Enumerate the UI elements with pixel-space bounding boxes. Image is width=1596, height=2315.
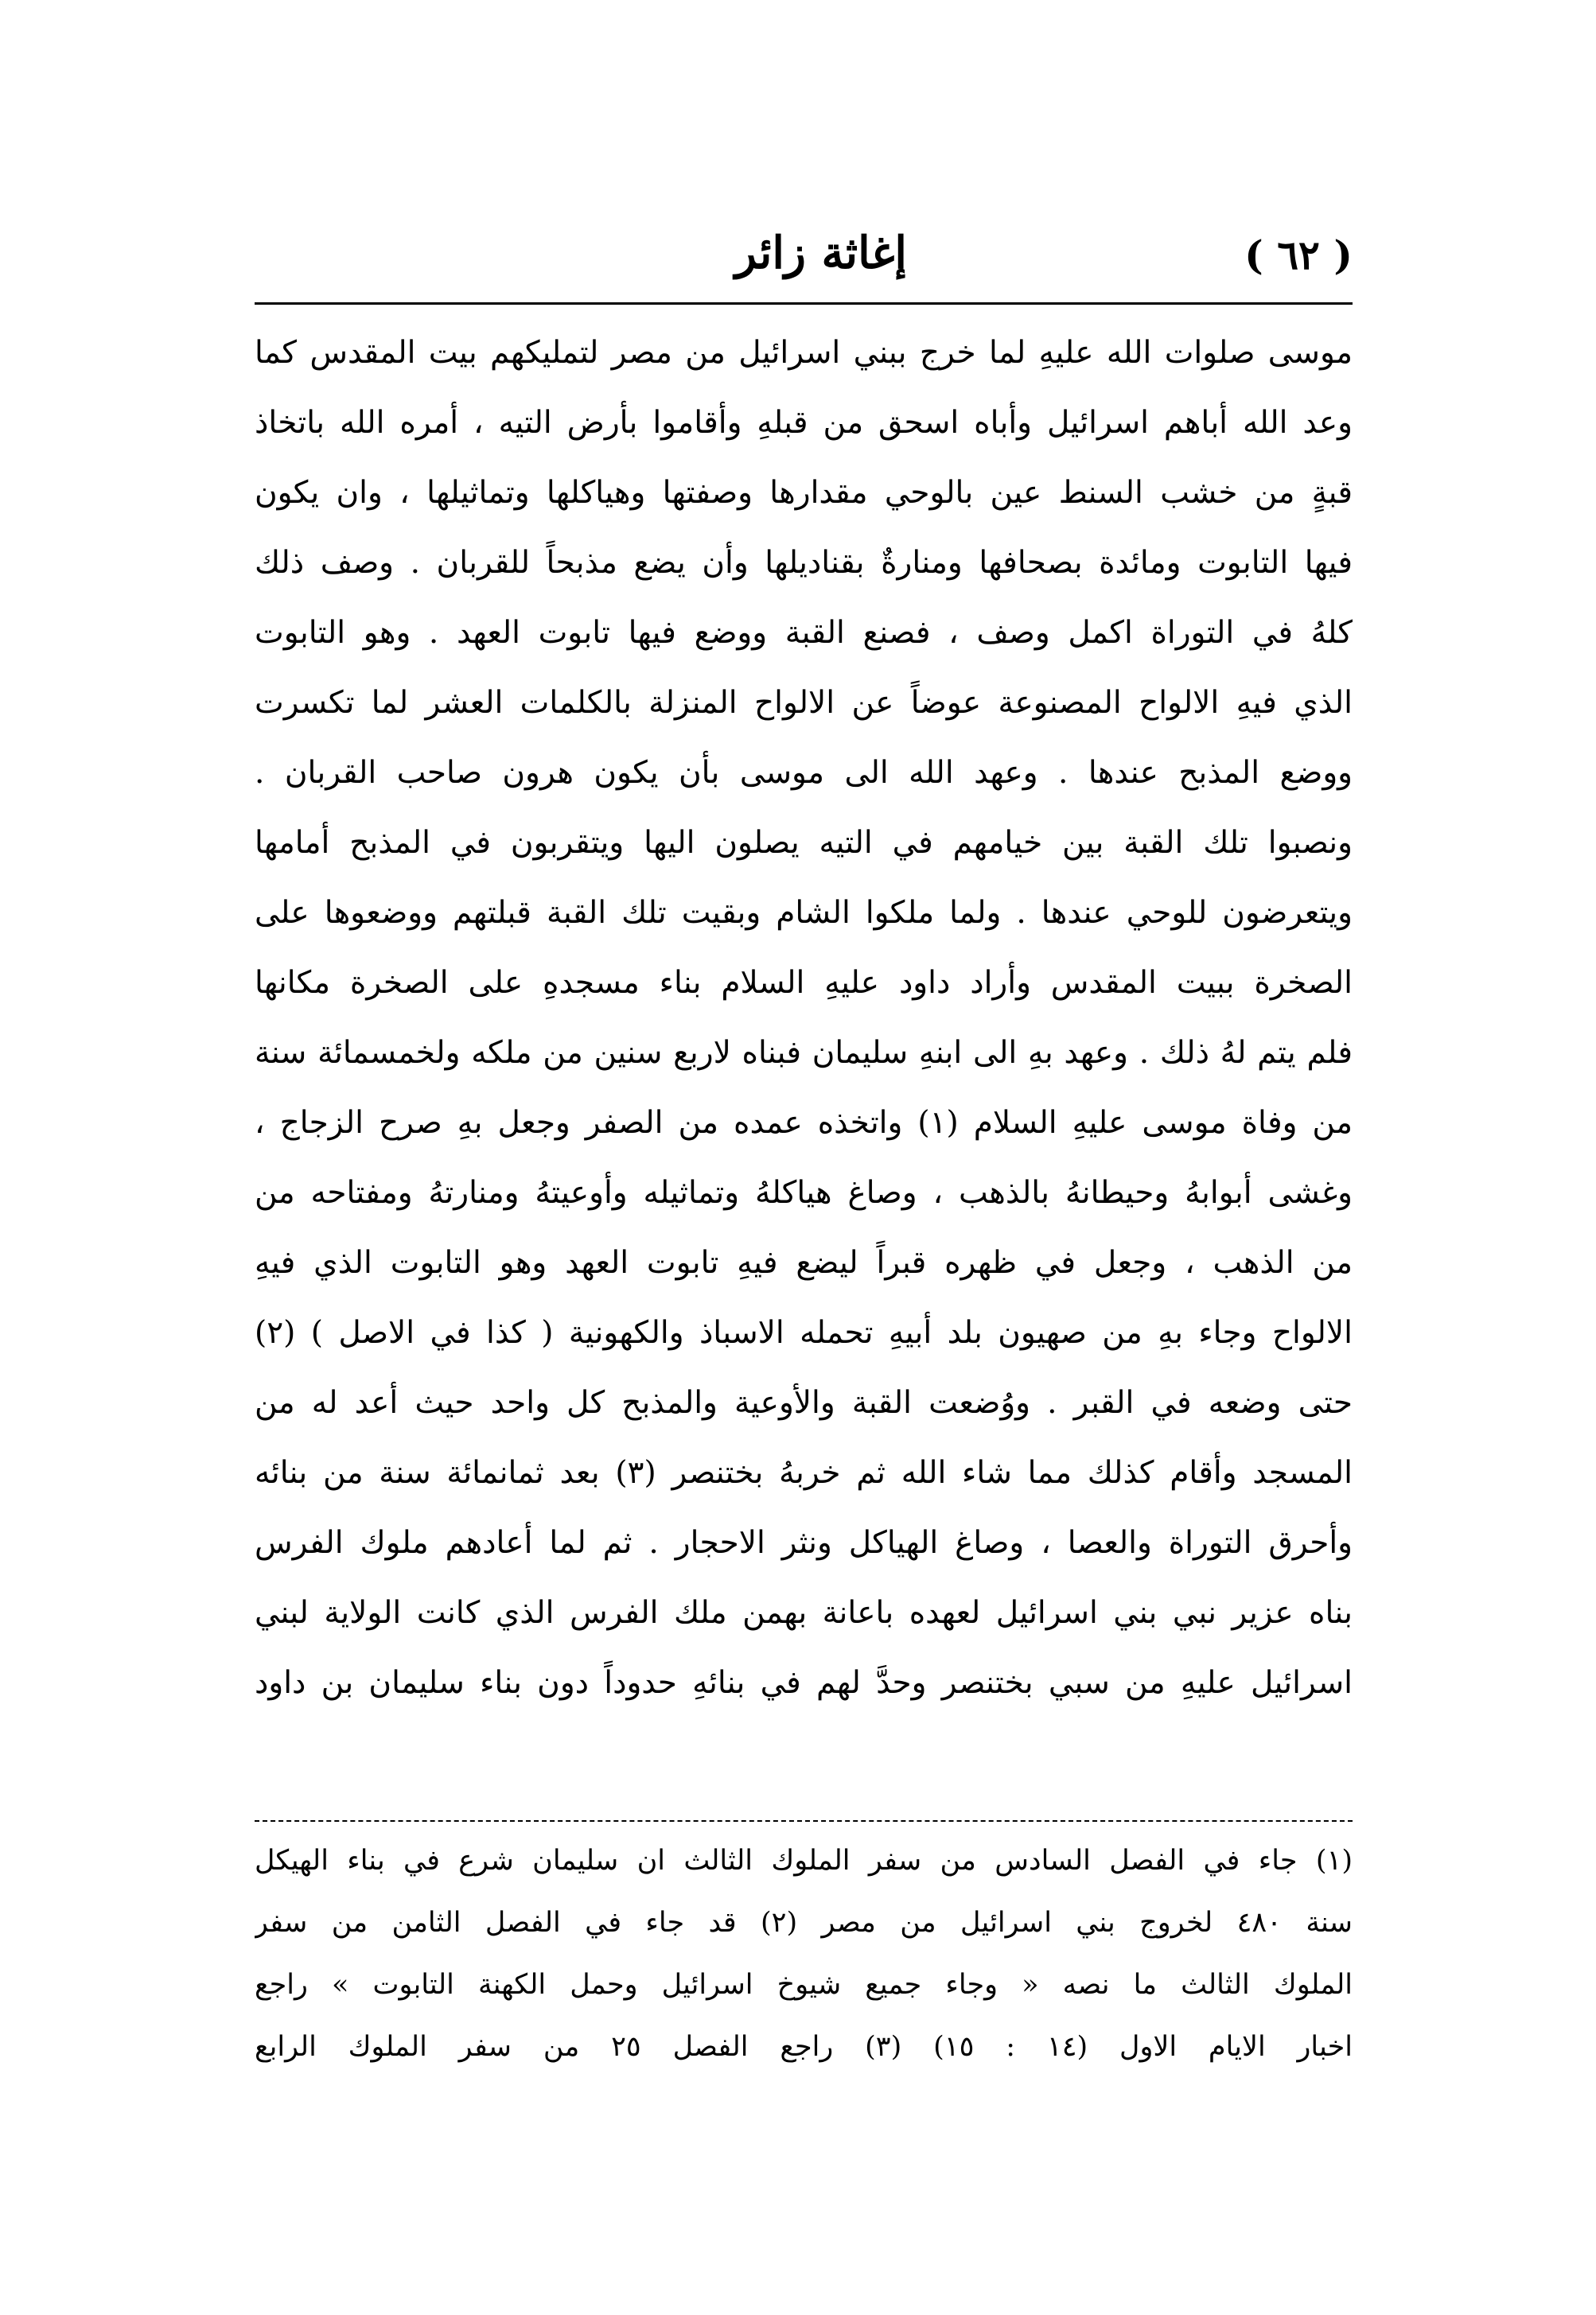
body-text [255, 318, 1353, 1718]
body-line: وغشى أبوابهُ وحيطانهُ بالذهب ، وصاغ هياكلهُ وتماثيله وأوعيتهُ ومنارتهُ ومفتاحه من [255, 1175, 1353, 1211]
footnote-line: اخبار الايام الاول (١٤ : ١٥) (٣) راجع الفصل ٢٥ من سفر الملوك الرابع [255, 2031, 1353, 2063]
body-line: كلهُ في التوراة اكمل وصف ، فصنع القبة ووضع فيها تابوت العهد . وهو التابوت [255, 615, 1353, 651]
body-line: فيها التابوت ومائدة بصحافها ومنارةٌ بقناديلها وأن يضع مذبحاً للقربان . وصف ذلك [255, 545, 1353, 581]
body-line: من الذهب ، وجعل في ظهره قبراً ليضع فيهِ تابوت العهد وهو التابوت الذي فيهِ [255, 1245, 1353, 1281]
footnote-rule [255, 1820, 1353, 1822]
footnote-line: الملوك الثالث ما نصه « وجاء جميع شيوخ اسرائيل وحمل الكهنة التابوت » راجع [255, 1969, 1353, 2001]
body-line: قبةٍ من خشب السنط عين بالوحي مقدارها وصفتها وهياكلها وتماثيلها ، وان يكون [255, 475, 1353, 511]
body-line: موسى صلوات الله عليهِ لما خرج ببني اسرائيل من مصر لتمليكهم بيت المقدس كما [255, 335, 1353, 371]
footnote-line: (١) جاء في الفصل السادس من سفر الملوك الثالث ان سليمان شرع في بناء الهيكل [255, 1845, 1353, 1877]
body-line: فلم يتم لهُ ذلك . وعهد بهِ الى ابنهِ سليمان فبناه لاربع سنين من ملكه ولخمسمائة سنة [255, 1035, 1353, 1071]
body-line: الالواح وجاء بهِ من صهيون بلد أبيهِ تحمله الاسباذ والكهونية ( كذا في الاصل ) (٢) [255, 1315, 1353, 1351]
body-line: وعد الله أباهم اسرائيل وأباه اسحق من قبلهِ وأقاموا بأرض التيه ، أمره الله باتخاذ [255, 405, 1353, 441]
body-line: الصخرة ببيت المقدس وأراد داود عليهِ السلام بناء مسجدهِ على الصخرة مكانها [255, 965, 1353, 1001]
footnotes [255, 1830, 1353, 2078]
body-line: ووضع المذبح عندها . وعهد الله الى موسى بأن يكون هرون صاحب القربان . [255, 755, 1353, 791]
running-title: إغاثة زائر [734, 227, 907, 279]
footnote-line: سنة ٤٨٠ لخروج بني اسرائيل من مصر (٢) قد جاء في الفصل الثامن من سفر [255, 1907, 1353, 1939]
body-line: وأحرق التوراة والعصا ، وصاغ الهياكل ونثر الاحجار . ثم لما أعادهم ملوك الفرس [255, 1525, 1353, 1561]
body-line: المسجد وأقام كذلك مما شاء الله ثم خربهُ بختنصر (٣) بعد ثمانمائة سنة من بنائه [255, 1455, 1353, 1491]
page-number: ( ٦٢ ) [1244, 231, 1353, 278]
body-line: حتى وضعه في القبر . ووُضعت القبة والأوعية والمذبح كل واحد حيث أعد له من [255, 1385, 1353, 1421]
page-header [255, 223, 1353, 294]
body-line: من وفاة موسى عليهِ السلام (١) واتخذه عمده من الصفر وجعل بهِ صرح الزجاج ، [255, 1105, 1353, 1141]
body-line: الذي فيهِ الالواح المصنوعة عوضاً عن الالواح المنزلة بالكلمات العشر لما تكسرت [255, 685, 1353, 721]
body-line: ونصبوا تلك القبة بين خيامهم في التيه يصلون اليها ويتقربون في المذبح أمامها [255, 825, 1353, 861]
body-line: بناه عزير نبي بني اسرائيل لعهده باعانة بهمن ملك الفرس الذي كانت الولاية لبني [255, 1595, 1353, 1631]
header-rule [255, 302, 1353, 305]
body-line: اسرائيل عليهِ من سبي بختنصر وحدَّ لهم في بنائهِ حدوداً دون بناء سليمان بن داود [255, 1665, 1353, 1701]
body-line: ويتعرضون للوحي عندها . ولما ملكوا الشام وبقيت تلك القبة قبلتهم ووضعوها على [255, 895, 1353, 931]
